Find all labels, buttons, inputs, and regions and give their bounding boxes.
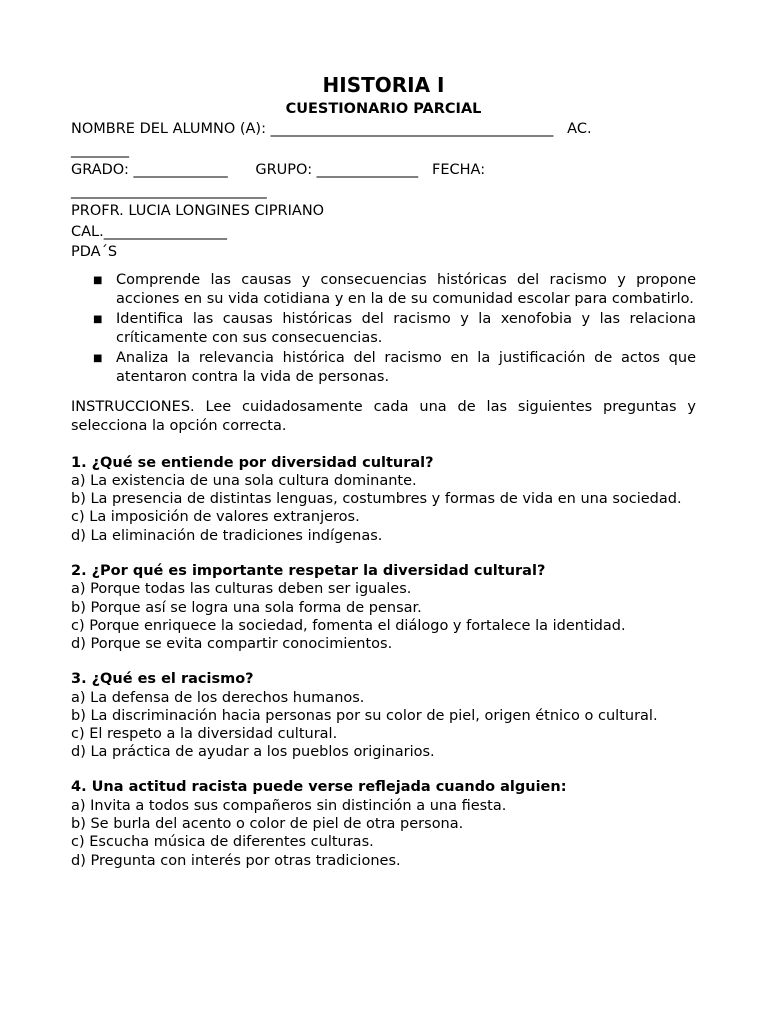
- question-title: 3. ¿Qué es el racismo?: [71, 671, 254, 688]
- square-bullet-icon: ■: [93, 274, 103, 286]
- list-item: ■ Analiza la relevancia histórica del racismo en la justificación de actos que atentaron contra la vida de personas.: [93, 349, 696, 385]
- instructions: INSTRUCCIONES. Lee cuidadosamente cada una de las siguientes preguntas y selecciona la opción correcta.: [71, 398, 696, 434]
- square-bullet-icon: ■: [93, 352, 103, 364]
- question-title: 2. ¿Por qué es importante respetar la diversidad cultural?: [71, 562, 546, 579]
- document-subtitle: CUESTIONARIO PARCIAL: [285, 101, 482, 117]
- option-c: c) Escucha música de diferentes culturas.: [71, 834, 374, 851]
- question-1: [71, 454, 696, 545]
- document-title: HISTORIA I: [322, 73, 445, 97]
- option-d: d) La eliminación de tradiciones indígenas.: [71, 527, 383, 544]
- grade-score-line: CAL._________________: [71, 223, 227, 240]
- question-title: 1. ¿Qué se entiende por diversidad cultural?: [71, 454, 434, 471]
- student-info-form: [71, 119, 696, 263]
- option-d: d) Porque se evita compartir conocimientos.: [71, 635, 393, 652]
- teacher-line: PROFR. LUCIA LONGINES CIPRIANO: [71, 203, 325, 219]
- option-b: b) Porque así se logra una sola forma de pensar.: [71, 599, 422, 616]
- option-c: c) El respeto a la diversidad cultural.: [71, 726, 338, 743]
- option-c: c) Porque enriquece la sociedad, fomenta el diálogo y fortalece la identidad.: [71, 617, 626, 634]
- question-2: [71, 562, 696, 653]
- grade-group-date-line: GRADO: _____________ GRUPO: ______________ FECHA:: [71, 162, 486, 178]
- option-c: c) La imposición de valores extranjeros.: [71, 509, 360, 526]
- pda-list: [71, 271, 696, 388]
- list-item: ■ Comprende las causas y consecuencias históricas del racismo y propone acciones en su vida cotidiana y en la de su comunidad escolar para combatirlo.: [93, 271, 696, 307]
- student-name-line-cont: ________: [71, 141, 129, 158]
- pda-heading: PDA´S: [71, 244, 118, 260]
- square-bullet-icon: ■: [93, 313, 103, 325]
- option-a: a) La existencia de una sola cultura dominante.: [71, 473, 417, 489]
- option-a: a) Porque todas las culturas deben ser iguales.: [71, 581, 412, 598]
- option-a: a) La defensa de los derechos humanos.: [71, 689, 365, 706]
- option-d: d) La práctica de ayudar a los pueblos originarios.: [71, 744, 435, 761]
- option-b: b) La presencia de distintas lenguas, costumbres y formas de vida en una sociedad.: [71, 491, 682, 508]
- option-a: a) Invita a todos sus compañeros sin distinción a una fiesta.: [71, 797, 507, 814]
- option-b: b) Se burla del acento o color de piel de otra persona.: [71, 816, 464, 833]
- question-title: 4. Una actitud racista puede verse reflejada cuando alguien:: [71, 779, 567, 796]
- option-b: b) La discriminación hacia personas por su color de piel, origen étnico o cultural.: [71, 707, 658, 724]
- question-4: [71, 778, 696, 869]
- student-name-line: NOMBRE DEL ALUMNO (A): _______________________________________ AC.: [71, 121, 592, 137]
- question-3: [71, 670, 696, 761]
- option-d: d) Pregunta con interés por otras tradiciones.: [71, 852, 401, 869]
- list-item: ■ Identifica las causas históricas del racismo y la xenofobia y las relaciona críticamente con sus consecuencias.: [93, 310, 696, 346]
- date-line-cont: ___________________________: [71, 182, 267, 199]
